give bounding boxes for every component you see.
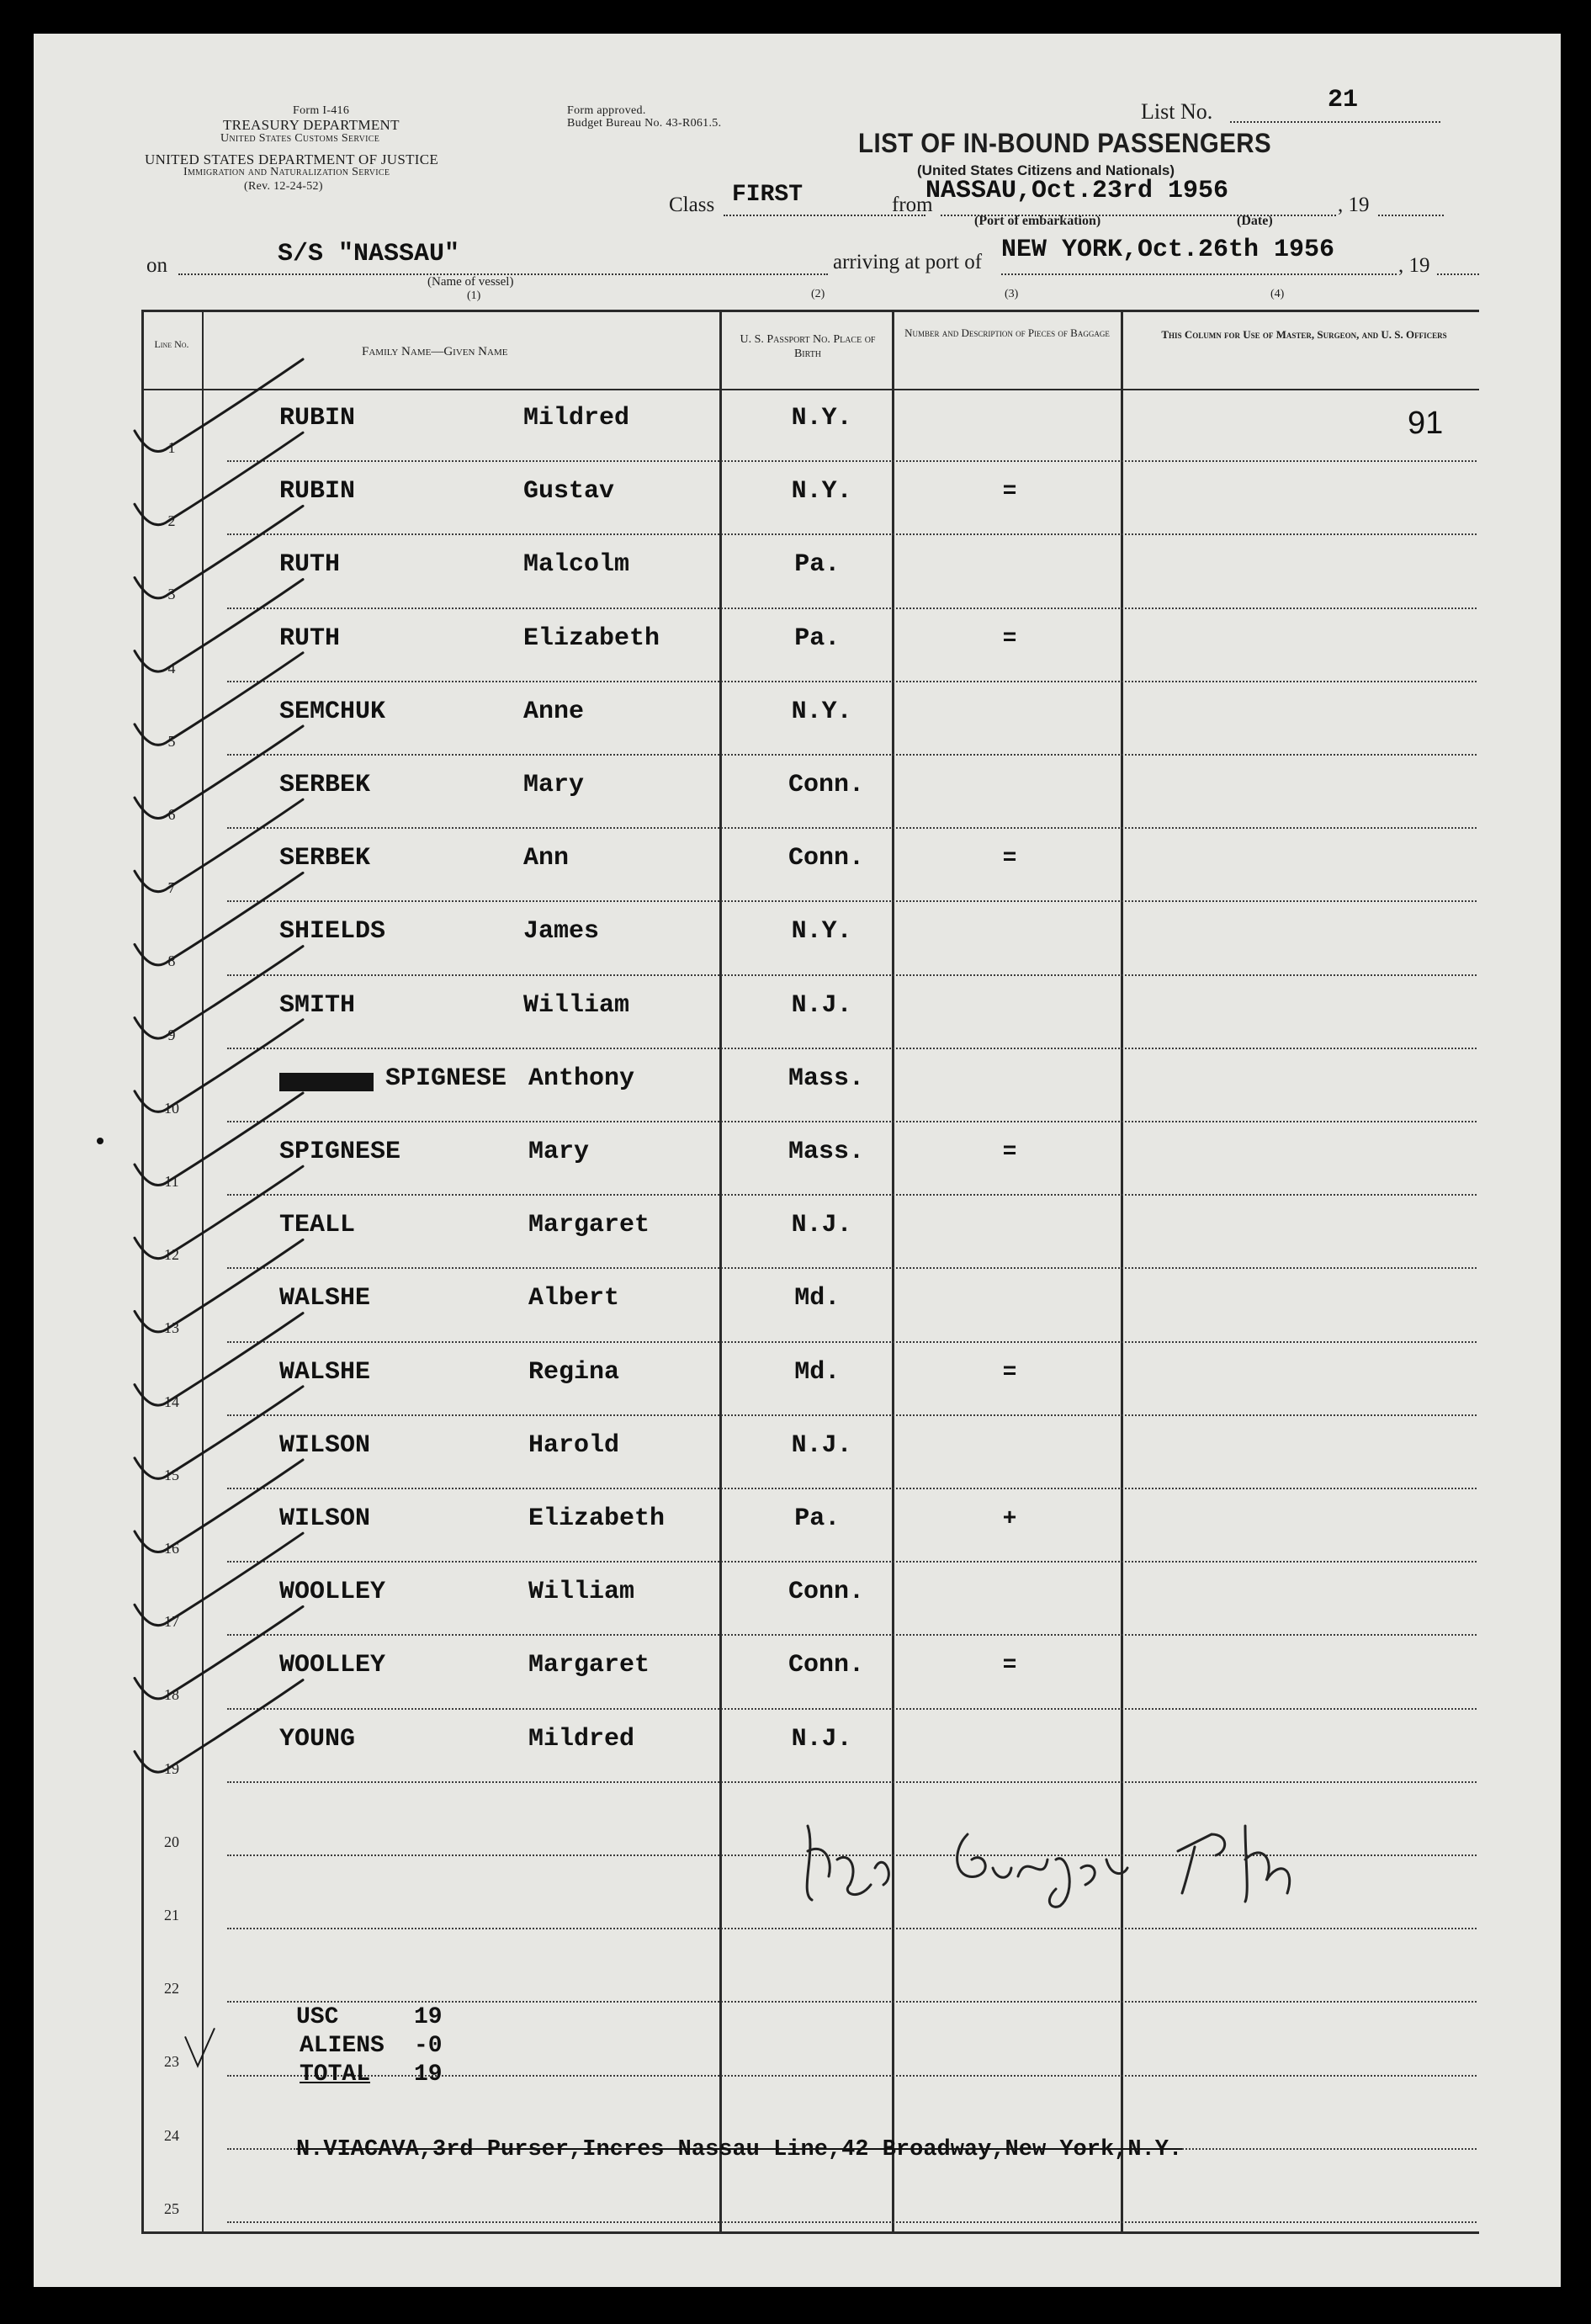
list-no-label: List No. bbox=[1141, 99, 1213, 124]
class-value: FIRST bbox=[732, 182, 803, 208]
checkmark bbox=[135, 1606, 303, 1699]
treasury-department: TREASURY DEPARTMENT bbox=[223, 117, 400, 133]
line-number: 14 bbox=[164, 1393, 179, 1410]
line-number: 4 bbox=[167, 659, 176, 677]
baggage-mark: = bbox=[1002, 1653, 1017, 1679]
given-name: Albert bbox=[528, 1284, 620, 1313]
place-of-birth: Conn. bbox=[788, 771, 865, 799]
checkmark bbox=[135, 726, 303, 819]
form-number: Form I-416 bbox=[293, 104, 350, 117]
line-number: 10 bbox=[164, 1099, 179, 1117]
checkmark bbox=[135, 1680, 303, 1773]
line-number: 8 bbox=[167, 952, 176, 970]
family-name: RUTH bbox=[279, 550, 341, 580]
family-name: SERBEK bbox=[279, 844, 371, 873]
given-name: Mildred bbox=[523, 404, 630, 432]
checkmark bbox=[135, 799, 303, 891]
place-of-birth: N.Y. bbox=[791, 697, 852, 726]
family-name: RUTH bbox=[279, 623, 341, 653]
line-number: 25 bbox=[164, 2199, 179, 2217]
baggage-mark: + bbox=[1002, 1506, 1017, 1532]
col-header-passport: U. S. Passport No. Place of Birth bbox=[740, 333, 876, 360]
given-name: William bbox=[528, 1578, 635, 1607]
given-name: Margaret bbox=[528, 1651, 650, 1680]
page-number: 91 bbox=[1408, 406, 1444, 441]
given-name: James bbox=[523, 917, 600, 947]
vessel-value: S/S "NASSAU" bbox=[278, 240, 460, 268]
checkmark bbox=[135, 1533, 303, 1626]
checkmark bbox=[135, 873, 303, 965]
on-label: on bbox=[146, 254, 167, 277]
checkmark bbox=[135, 1387, 303, 1479]
line-number: 7 bbox=[167, 879, 176, 897]
aliens-value: -0 bbox=[414, 2033, 443, 2059]
line-number: 13 bbox=[164, 1319, 179, 1337]
given-name: Mary bbox=[528, 1138, 590, 1166]
family-name: SMITH bbox=[279, 990, 356, 1020]
given-name: Regina bbox=[528, 1357, 620, 1387]
place-of-birth: N.J. bbox=[791, 1430, 852, 1460]
family-name: SPIGNESE bbox=[279, 1138, 401, 1166]
line-number: 23 bbox=[164, 2053, 179, 2071]
col-num-1: (1) bbox=[467, 289, 481, 302]
department-of-justice: UNITED STATES DEPARTMENT OF JUSTICE bbox=[145, 151, 439, 167]
family-name: SHIELDS bbox=[279, 917, 386, 947]
family-name: SPIGNESE bbox=[385, 1064, 507, 1093]
punch-hole bbox=[97, 1138, 103, 1144]
family-name: WILSON bbox=[279, 1504, 371, 1533]
page-title: LIST OF IN-BOUND PASSENGERS bbox=[858, 128, 1272, 158]
place-of-birth: Conn. bbox=[788, 1651, 865, 1680]
col-header-officers: This Column for Use of Master, Surgeon, and U. S. Officers bbox=[1161, 328, 1447, 341]
checkmark bbox=[135, 1460, 303, 1552]
given-name: Anthony bbox=[528, 1064, 635, 1093]
place-of-birth: N.J. bbox=[791, 1211, 852, 1240]
from-value: NASSAU,Oct.23rd 1956 bbox=[925, 177, 1229, 205]
line-number: 2 bbox=[167, 512, 176, 530]
checkmark bbox=[135, 359, 303, 452]
line-number: 16 bbox=[164, 1540, 179, 1557]
baggage-mark: = bbox=[1002, 479, 1017, 506]
usc-value: 19 bbox=[414, 2004, 443, 2030]
checkmark bbox=[135, 1020, 303, 1112]
given-name: Malcolm bbox=[523, 550, 630, 580]
checkmark bbox=[135, 1093, 303, 1186]
line-number: 19 bbox=[164, 1759, 179, 1777]
line-number: 18 bbox=[164, 1686, 179, 1704]
col-num-2: (2) bbox=[811, 288, 825, 300]
place-of-birth: Md. bbox=[794, 1357, 841, 1387]
checkmark bbox=[135, 506, 303, 598]
family-name: SEMCHUK bbox=[279, 697, 386, 726]
inspector-signature bbox=[791, 1801, 1329, 1918]
given-name: Mildred bbox=[528, 1724, 635, 1754]
family-name: RUBIN bbox=[279, 404, 356, 432]
given-name: Anne bbox=[523, 697, 585, 726]
place-of-birth: N.J. bbox=[791, 990, 852, 1020]
place-of-birth: Pa. bbox=[794, 1504, 841, 1533]
vessel-caption: (Name of vessel) bbox=[427, 275, 514, 289]
arrival-value: NEW YORK,Oct.26th 1956 bbox=[1001, 236, 1335, 264]
total-label: TOTAL bbox=[300, 2061, 371, 2088]
place-of-birth: Pa. bbox=[794, 623, 841, 653]
checkmark bbox=[135, 947, 303, 1039]
checkmark bbox=[135, 432, 303, 525]
checkmark bbox=[185, 2028, 215, 2066]
line-number: 5 bbox=[167, 732, 176, 750]
given-name: Harold bbox=[528, 1430, 620, 1460]
date-caption: (Date) bbox=[1237, 214, 1273, 228]
family-name: RUBIN bbox=[279, 477, 356, 507]
place-of-birth: Pa. bbox=[794, 550, 841, 580]
place-of-birth: Md. bbox=[794, 1284, 841, 1313]
line-number: 17 bbox=[164, 1613, 179, 1631]
family-name: YOUNG bbox=[279, 1724, 356, 1754]
col-header-line: Line No. bbox=[154, 338, 189, 350]
checkmark bbox=[135, 653, 303, 745]
page-subtitle: (United States Citizens and Nationals) bbox=[917, 162, 1175, 178]
checkmark bbox=[135, 580, 303, 672]
usc-label: USC bbox=[296, 2004, 339, 2030]
line-number: 9 bbox=[167, 1026, 176, 1043]
given-name: Elizabeth bbox=[523, 623, 660, 653]
family-name: TEALL bbox=[279, 1211, 356, 1240]
purser-line: N.VIACAVA,3rd Purser,Incres Nassau Line,42 Broadway,New York,N.Y. bbox=[296, 2137, 1183, 2162]
line-number: 24 bbox=[164, 2126, 179, 2144]
col-header-name: Family Name—Given Name bbox=[362, 345, 508, 358]
given-name: Elizabeth bbox=[528, 1504, 666, 1533]
given-name: Ann bbox=[523, 844, 570, 873]
manifest-sheet bbox=[34, 34, 1561, 2287]
line-number: 20 bbox=[164, 1833, 179, 1850]
family-name: SERBEK bbox=[279, 771, 371, 799]
checkmarks-overlay bbox=[34, 34, 1561, 2287]
given-name: William bbox=[523, 990, 630, 1020]
place-of-birth: Conn. bbox=[788, 844, 865, 873]
col-header-baggage: Number and Description of Pieces of Baggage bbox=[904, 326, 1110, 339]
family-name: WILSON bbox=[279, 1430, 371, 1460]
place-of-birth: N.J. bbox=[791, 1724, 852, 1754]
checkmark bbox=[135, 1239, 303, 1332]
baggage-mark: = bbox=[1002, 625, 1017, 652]
line-number: 22 bbox=[164, 1980, 179, 1998]
place-of-birth: Conn. bbox=[788, 1578, 865, 1607]
family-name: WOOLLEY bbox=[279, 1578, 386, 1607]
given-name: Mary bbox=[523, 771, 585, 799]
customs-service: United States Customs Service bbox=[220, 132, 380, 145]
family-name: WOOLLEY bbox=[279, 1651, 386, 1680]
baggage-mark: = bbox=[1002, 1139, 1017, 1165]
total-value: 19 bbox=[414, 2061, 443, 2088]
baggage-mark: = bbox=[1002, 1359, 1017, 1386]
aliens-label: ALIENS bbox=[300, 2033, 384, 2059]
col-num-4: (4) bbox=[1270, 288, 1285, 300]
place-of-birth: N.Y. bbox=[791, 917, 852, 947]
line-number: 21 bbox=[164, 1907, 179, 1923]
place-of-birth: Mass. bbox=[788, 1064, 865, 1093]
ins-service: Immigration and Naturalization Service bbox=[183, 166, 390, 178]
budget-bureau: Budget Bureau No. 43-R061.5. bbox=[567, 117, 722, 130]
given-name: Margaret bbox=[528, 1211, 650, 1240]
list-no-value: 21 bbox=[1328, 86, 1359, 114]
given-name: Gustav bbox=[523, 477, 615, 507]
line-number: 15 bbox=[164, 1466, 179, 1483]
family-name: WALSHE bbox=[279, 1284, 371, 1313]
line-number: 3 bbox=[167, 586, 176, 603]
form-approved: Form approved. bbox=[567, 104, 646, 117]
checkmark bbox=[135, 1313, 303, 1406]
line-number: 11 bbox=[164, 1173, 179, 1190]
family-name: WALSHE bbox=[279, 1357, 371, 1387]
arriving-label: arriving at port of bbox=[833, 251, 983, 273]
from-label: from bbox=[892, 194, 933, 216]
place-of-birth: Mass. bbox=[788, 1138, 865, 1166]
place-of-birth: N.Y. bbox=[791, 477, 852, 507]
col-num-3: (3) bbox=[1005, 288, 1019, 300]
baggage-mark: = bbox=[1002, 846, 1017, 873]
embark-caption: (Port of embarkation) bbox=[974, 214, 1101, 228]
line-number: 1 bbox=[167, 439, 176, 456]
revision-date: (Rev. 12-24-52) bbox=[244, 180, 323, 193]
arrival-year: , 19 bbox=[1398, 254, 1430, 277]
from-year: , 19 bbox=[1338, 194, 1370, 216]
class-label: Class bbox=[669, 194, 715, 216]
line-number: 6 bbox=[167, 806, 176, 823]
checkmark bbox=[135, 1166, 303, 1259]
place-of-birth: N.Y. bbox=[791, 404, 852, 432]
line-number: 12 bbox=[164, 1246, 179, 1264]
